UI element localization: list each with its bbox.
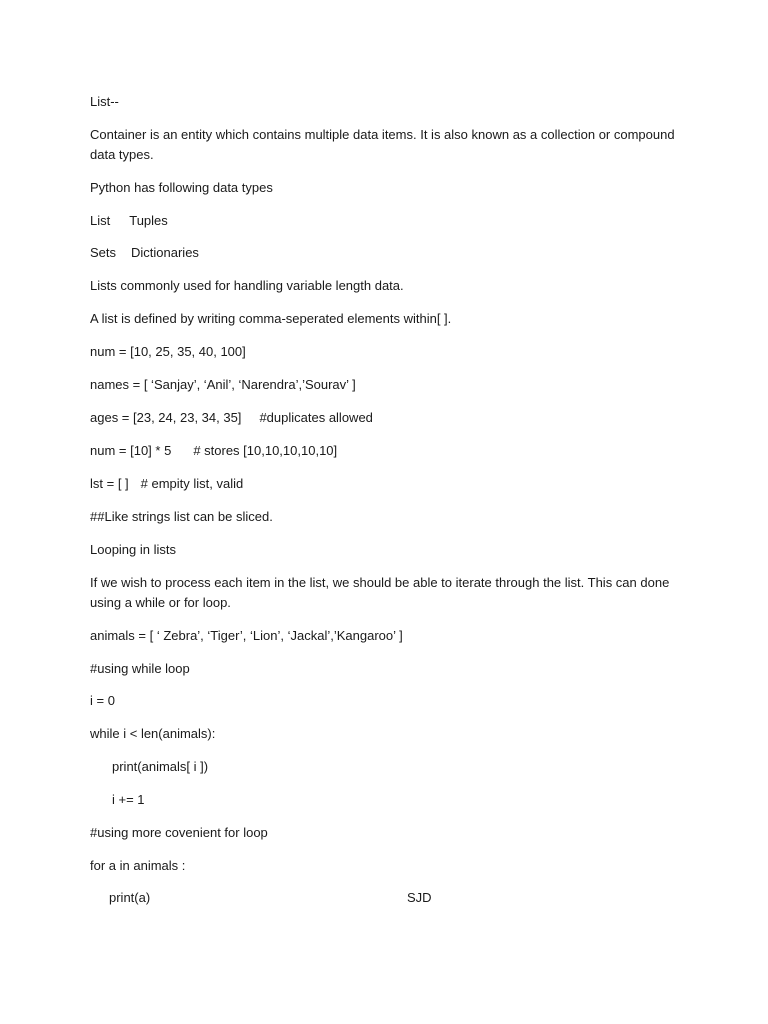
code-ages (90, 408, 373, 428)
code-lst (90, 474, 243, 494)
definition-text: A list is defined by writing comma-seperated elements within[ ]. (90, 311, 452, 326)
code-names: names = [ ‘Sanjay’, ‘Anil’, ‘Narendra’,’Sourav’ ] (90, 377, 356, 392)
code-for: for a in animals : (90, 858, 186, 873)
intro-paragraph: Container is an entity which contains multiple data items. It is also known as a collection or compound data types. (90, 127, 675, 162)
code-lst-comment: # empity list, valid (140, 476, 244, 491)
type-tuples: Tuples (129, 213, 168, 228)
looping-paragraph: If we wish to process each item in the list, we should be able to iterate through the list. This can done using a while or for loop. (90, 575, 670, 610)
type-list: List (90, 213, 111, 228)
types-row-2 (90, 243, 199, 263)
slicing-note: ##Like strings list can be sliced. (90, 509, 273, 524)
code-num-repeat-statement: num = [10] * 5 (90, 443, 172, 458)
code-num-repeat-comment: # stores [10,10,10,10,10] (193, 443, 338, 458)
type-sets: Sets (90, 245, 117, 260)
looping-heading: Looping in lists (90, 542, 176, 557)
code-ages-statement: ages = [23, 24, 23, 34, 35] (90, 410, 242, 425)
type-dictionaries: Dictionaries (131, 245, 199, 260)
code-num-repeat (90, 441, 337, 461)
code-lst-statement: lst = [ ] (90, 476, 129, 491)
code-animals: animals = [ ‘ Zebra’, ‘Tiger’, ‘Lion’, ‘Jackal’,’Kangaroo’ ] (90, 628, 403, 643)
comment-for-loop: #using more covenient for loop (90, 825, 268, 840)
doc-heading: List-- (90, 94, 119, 109)
code-i-init: i = 0 (90, 693, 115, 708)
code-print-animals-i: print(animals[ i ]) (112, 759, 209, 774)
code-print-a: print(a) (109, 890, 151, 905)
usage-text: Lists commonly used for handling variable length data. (90, 278, 404, 293)
signature-initials: SJD (407, 890, 432, 905)
code-increment: i += 1 (112, 792, 145, 807)
types-row-1 (90, 211, 168, 231)
comment-while-loop: #using while loop (90, 661, 190, 676)
code-ages-comment: #duplicates allowed (259, 410, 373, 425)
code-while: while i < len(animals): (90, 726, 216, 741)
types-intro: Python has following data types (90, 180, 273, 195)
code-num: num = [10, 25, 35, 40, 100] (90, 344, 246, 359)
